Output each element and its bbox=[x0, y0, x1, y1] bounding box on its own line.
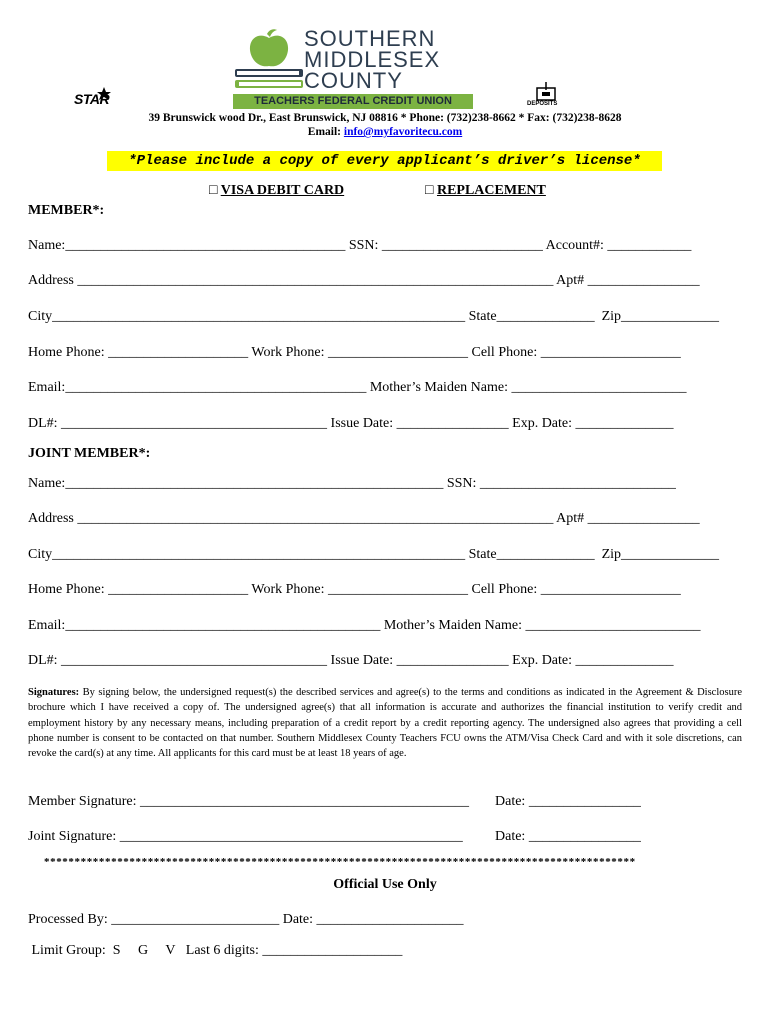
signatures-text: By signing below, the undersigned request(s) the described services and agree(s) to the terms and conditions as indicated in the Agreement & Disclosure brochure which I have received a copy of. The undersigned agree(s) that all information is accurate and authorizes the financial institution to verify credit and employment history by any necessary means, including preparation of a credit report by a credit reporting agency. The undersigned also agrees that providing a cell phone number is consent to be contacted on that number. Southern Middlesex County Teachers FCU owns the ATM/Visa Check Card and with it sole discretions, can revoke the card(s) at any time. All applicants for this card must be at least 18 years of age. bbox=[28, 687, 742, 760]
joint-address-row[interactable] bbox=[28, 511, 700, 527]
joint-city-row[interactable] bbox=[28, 547, 719, 563]
joint-email-row[interactable] bbox=[28, 618, 700, 634]
member-address-field[interactable]: Address ____________________________________________________________________ Apt# ________________ bbox=[28, 273, 700, 288]
joint-phone-row[interactable] bbox=[28, 582, 681, 598]
deposit-slot-icon bbox=[525, 82, 567, 102]
visa-debit-option[interactable] bbox=[209, 183, 344, 199]
deposits-logo-text: DEPOSITS bbox=[527, 101, 558, 107]
member-dl-row[interactable] bbox=[28, 416, 674, 432]
member-dl-field[interactable]: DL#: ______________________________________ Issue Date: ________________ Exp. Date: ______________ bbox=[28, 416, 674, 431]
visa-debit-checkbox[interactable]: □ bbox=[209, 183, 218, 198]
joint-name-row[interactable] bbox=[28, 476, 676, 492]
member-date-row[interactable] bbox=[495, 794, 641, 810]
address-line: 39 Brunswick wood Dr., East Brunswick, NJ 08816 * Phone: (732)238-8662 * Fax: (732)238-8628 bbox=[148, 112, 622, 124]
divider-stars: ************************************************************************************************* bbox=[44, 856, 636, 868]
joint-dl-row[interactable] bbox=[28, 653, 674, 669]
replacement-option[interactable] bbox=[425, 183, 546, 199]
visa-debit-label: VISA DEBIT CARD bbox=[220, 183, 345, 198]
email-line bbox=[0, 126, 770, 138]
member-heading: MEMBER*: bbox=[28, 203, 105, 218]
joint-signature-field[interactable]: Joint Signature: _________________________________________________ bbox=[28, 829, 463, 844]
member-date-field[interactable]: Date: ________________ bbox=[495, 794, 641, 809]
joint-heading: JOINT MEMBER*: bbox=[28, 446, 151, 461]
official-use-heading: Official Use Only bbox=[333, 877, 437, 892]
brand-line-2: MIDDLESEX bbox=[304, 47, 441, 72]
joint-date-row[interactable] bbox=[495, 829, 641, 845]
credit-union-logo bbox=[233, 28, 305, 94]
member-name-field[interactable]: Name:________________________________________ SSN: _______________________ Account#: ____________ bbox=[28, 238, 692, 253]
joint-dl-field[interactable]: DL#: ______________________________________ Issue Date: ________________ Exp. Date: ______________ bbox=[28, 653, 674, 668]
member-email-row[interactable] bbox=[28, 380, 686, 396]
apple-books-icon bbox=[233, 28, 305, 94]
email-label: Email: bbox=[307, 126, 344, 138]
email-link[interactable]: info@myfavoritecu.com bbox=[343, 126, 463, 138]
license-notice: *Please include a copy of every applicant’s driver’s license* bbox=[107, 151, 662, 171]
limit-group-field[interactable]: Limit Group: S G V Last 6 digits: ____________________ bbox=[28, 943, 403, 958]
processed-by-field[interactable]: Processed By: ________________________ Date: _____________________ bbox=[28, 912, 464, 927]
joint-address-field[interactable]: Address ____________________________________________________________________ Apt# ________________ bbox=[28, 511, 700, 526]
joint-email-field[interactable]: Email:_____________________________________________ Mother’s Maiden Name: _________________________ bbox=[28, 618, 701, 633]
replacement-checkbox[interactable]: □ bbox=[425, 183, 434, 198]
limit-group-row[interactable] bbox=[28, 943, 402, 959]
star-logo-text: STAR bbox=[74, 91, 110, 107]
member-email-field[interactable]: Email:___________________________________________ Mother’s Maiden Name: _________________________ bbox=[28, 380, 687, 395]
member-signature-field[interactable]: Member Signature: _______________________________________________ bbox=[28, 794, 469, 809]
member-address-row[interactable] bbox=[28, 273, 700, 289]
joint-signature-row[interactable] bbox=[28, 829, 463, 845]
member-phone-row[interactable] bbox=[28, 345, 681, 361]
member-city-field[interactable]: City___________________________________________________________ State______________ Zip______________ bbox=[28, 309, 720, 324]
replacement-label: REPLACEMENT bbox=[436, 183, 546, 198]
signatures-disclosure bbox=[28, 685, 742, 761]
member-signature-row[interactable] bbox=[28, 794, 469, 810]
member-phone-field[interactable]: Home Phone: ____________________ Work Phone: ____________________ Cell Phone: ____________________ bbox=[28, 345, 681, 360]
deposits-logo bbox=[525, 82, 567, 110]
joint-city-field[interactable]: City___________________________________________________________ State______________ Zip______________ bbox=[28, 547, 720, 562]
joint-date-field[interactable]: Date: ________________ bbox=[495, 829, 641, 844]
joint-phone-field[interactable]: Home Phone: ____________________ Work Phone: ____________________ Cell Phone: ____________________ bbox=[28, 582, 681, 597]
joint-name-field[interactable]: Name:______________________________________________________ SSN: ____________________________ bbox=[28, 476, 676, 491]
signatures-label: Signatures: bbox=[28, 687, 80, 698]
member-city-row[interactable] bbox=[28, 309, 719, 325]
star-logo bbox=[74, 86, 114, 108]
brand-line-1: SOUTHERN bbox=[304, 26, 436, 51]
processed-by-row[interactable] bbox=[28, 912, 464, 928]
brand-line-3: COUNTY bbox=[304, 68, 403, 93]
member-name-row[interactable] bbox=[28, 238, 691, 254]
brand-banner: TEACHERS FEDERAL CREDIT UNION bbox=[233, 94, 473, 109]
